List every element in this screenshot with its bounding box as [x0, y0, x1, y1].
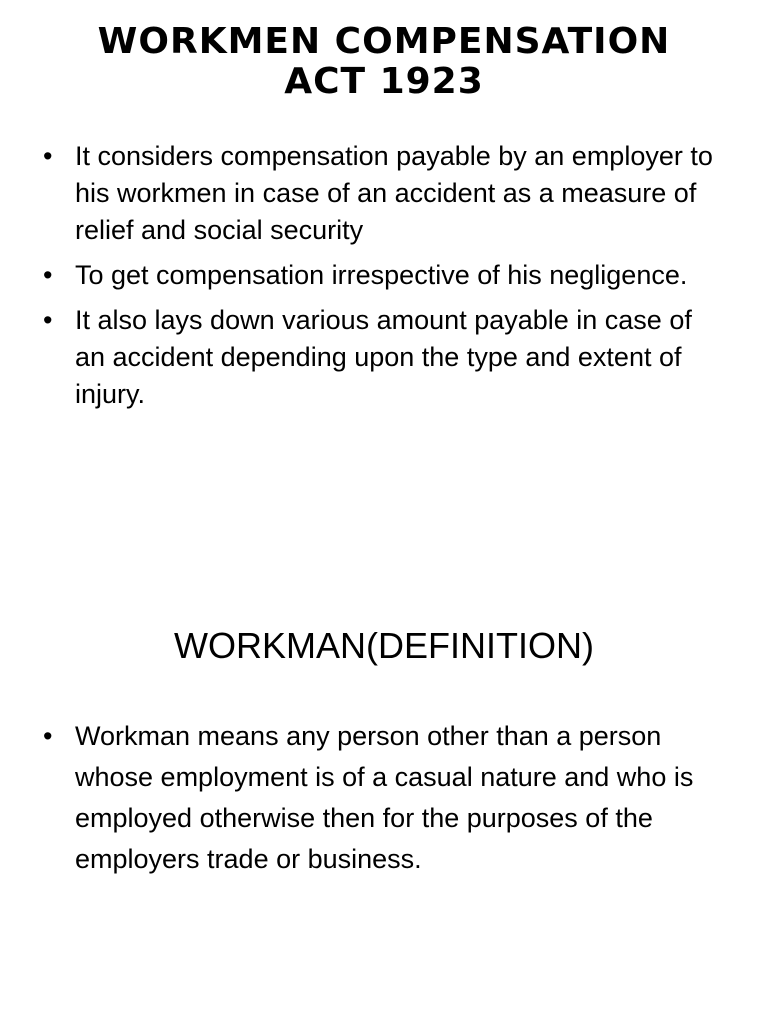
bullet-marker: •: [43, 305, 53, 335]
bullet-list: [0, 716, 768, 880]
bullet-text: To get compensation irrespective of his negligence.: [75, 260, 688, 290]
bullet-marker: •: [43, 721, 53, 751]
bullet-item: [0, 138, 768, 249]
bullet-item: [0, 257, 768, 294]
bullet-marker: •: [43, 260, 53, 290]
bullet-item: [0, 302, 768, 413]
bullet-text: It considers compensation payable by an employer to his workmen in case of an accident as a measure of relief and social security: [75, 141, 713, 245]
slide-workmen-compensation-act: [0, 0, 768, 500]
bullet-text: It also lays down various amount payable in case of an accident depending upon the type and extent of injury.: [75, 305, 692, 409]
bullet-marker: •: [43, 141, 53, 171]
title-line-2: ACT 1923: [284, 61, 484, 102]
slide-workman-definition: [0, 500, 768, 1024]
title-line-1: WORKMEN COMPENSATION: [97, 21, 671, 62]
slide-title: [0, 22, 768, 102]
bullet-list: [0, 138, 768, 421]
slide-title: WORKMAN(DEFINITION): [174, 625, 594, 666]
bullet-text: Workman means any person other than a person whose employment is of a casual nature and who is employed otherwise then for the purposes of the employers trade or business.: [75, 721, 694, 874]
bullet-item: [0, 716, 768, 880]
